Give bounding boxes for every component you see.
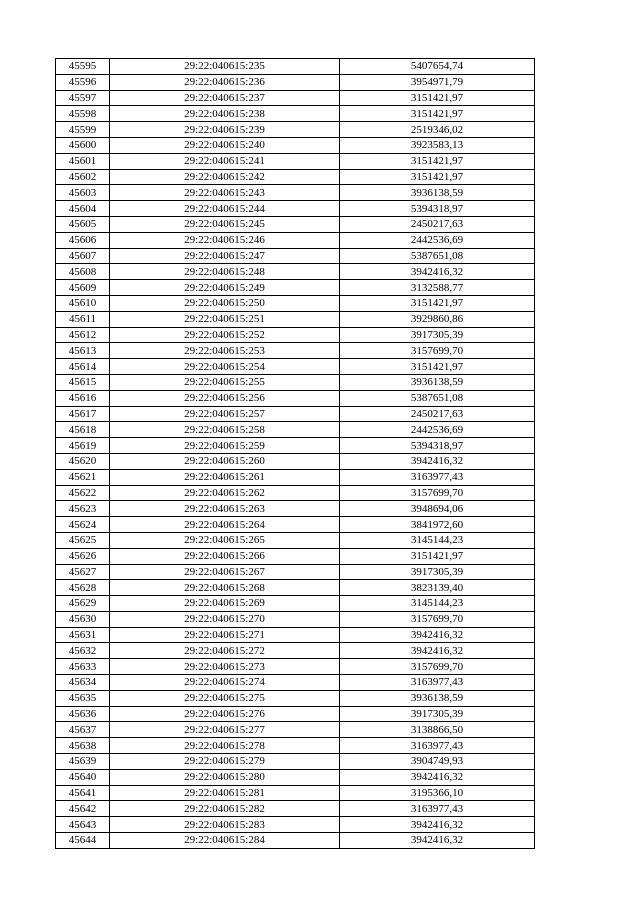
table-row [56, 469, 535, 485]
row-number-cell: 45631 [56, 627, 110, 643]
cadastral-number-cell: 29:22:040615:261 [110, 469, 340, 485]
row-number-cell: 45629 [56, 596, 110, 612]
table-row [56, 311, 535, 327]
table-row [56, 659, 535, 675]
row-number-cell: 45596 [56, 74, 110, 90]
table-row [56, 517, 535, 533]
table-row [56, 343, 535, 359]
table-row [56, 611, 535, 627]
cadastral-number-cell: 29:22:040615:237 [110, 90, 340, 106]
cadastral-value-cell: 3936138,59 [340, 374, 535, 390]
table-row [56, 754, 535, 770]
cadastral-value-cell: 3151421,97 [340, 153, 535, 169]
row-number-cell: 45619 [56, 438, 110, 454]
cadastral-number-cell: 29:22:040615:260 [110, 453, 340, 469]
cadastral-value-cell: 3138866,50 [340, 722, 535, 738]
cadastral-number-cell: 29:22:040615:273 [110, 659, 340, 675]
row-number-cell: 45608 [56, 264, 110, 280]
row-number-cell: 45601 [56, 153, 110, 169]
row-number-cell: 45598 [56, 106, 110, 122]
cadastral-number-cell: 29:22:040615:277 [110, 722, 340, 738]
cadastral-number-cell: 29:22:040615:265 [110, 532, 340, 548]
row-number-cell: 45623 [56, 501, 110, 517]
row-number-cell: 45625 [56, 532, 110, 548]
cadastral-value-cell: 3132588,77 [340, 280, 535, 296]
cadastral-value-cell: 2450217,63 [340, 216, 535, 232]
table-row [56, 153, 535, 169]
cadastral-number-cell: 29:22:040615:238 [110, 106, 340, 122]
row-number-cell: 45605 [56, 216, 110, 232]
cadastral-value-cell: 3195366,10 [340, 785, 535, 801]
table-row [56, 406, 535, 422]
cadastral-value-table [55, 58, 535, 849]
table-row [56, 833, 535, 849]
cadastral-value-cell: 5394318,97 [340, 438, 535, 454]
row-number-cell: 45636 [56, 706, 110, 722]
cadastral-number-cell: 29:22:040615:241 [110, 153, 340, 169]
table-row [56, 690, 535, 706]
row-number-cell: 45612 [56, 327, 110, 343]
table-row [56, 817, 535, 833]
row-number-cell: 45614 [56, 359, 110, 375]
row-number-cell: 45611 [56, 311, 110, 327]
cadastral-value-cell: 3841972,60 [340, 517, 535, 533]
table-row [56, 501, 535, 517]
table-row [56, 185, 535, 201]
table-row [56, 785, 535, 801]
row-number-cell: 45610 [56, 295, 110, 311]
cadastral-number-cell: 29:22:040615:275 [110, 690, 340, 706]
table-row [56, 295, 535, 311]
row-number-cell: 45628 [56, 580, 110, 596]
table-row [56, 643, 535, 659]
cadastral-value-cell: 3942416,32 [340, 453, 535, 469]
table-row [56, 706, 535, 722]
cadastral-number-cell: 29:22:040615:244 [110, 201, 340, 217]
cadastral-number-cell: 29:22:040615:251 [110, 311, 340, 327]
cadastral-value-cell: 3942416,32 [340, 264, 535, 280]
cadastral-number-cell: 29:22:040615:269 [110, 596, 340, 612]
table-row [56, 596, 535, 612]
cadastral-value-cell: 3917305,39 [340, 327, 535, 343]
table-row [56, 106, 535, 122]
cadastral-number-cell: 29:22:040615:245 [110, 216, 340, 232]
row-number-cell: 45600 [56, 137, 110, 153]
row-number-cell: 45635 [56, 690, 110, 706]
cadastral-value-cell: 3151421,97 [340, 548, 535, 564]
row-number-cell: 45599 [56, 122, 110, 138]
cadastral-value-cell: 2450217,63 [340, 406, 535, 422]
cadastral-number-cell: 29:22:040615:262 [110, 485, 340, 501]
row-number-cell: 45633 [56, 659, 110, 675]
cadastral-number-cell: 29:22:040615:250 [110, 295, 340, 311]
row-number-cell: 45616 [56, 390, 110, 406]
cadastral-number-cell: 29:22:040615:283 [110, 817, 340, 833]
cadastral-value-cell: 3936138,59 [340, 690, 535, 706]
document-page [55, 58, 534, 849]
cadastral-value-cell: 3151421,97 [340, 106, 535, 122]
cadastral-value-cell: 3151421,97 [340, 169, 535, 185]
cadastral-number-cell: 29:22:040615:247 [110, 248, 340, 264]
table-row [56, 359, 535, 375]
row-number-cell: 45604 [56, 201, 110, 217]
cadastral-number-cell: 29:22:040615:281 [110, 785, 340, 801]
table-row [56, 374, 535, 390]
table-row [56, 769, 535, 785]
row-number-cell: 45615 [56, 374, 110, 390]
cadastral-value-cell: 5394318,97 [340, 201, 535, 217]
cadastral-number-cell: 29:22:040615:254 [110, 359, 340, 375]
cadastral-value-cell: 5387651,08 [340, 390, 535, 406]
table-row [56, 137, 535, 153]
table-row [56, 264, 535, 280]
table-row [56, 216, 535, 232]
table-row [56, 280, 535, 296]
cadastral-value-cell: 3163977,43 [340, 469, 535, 485]
table-row [56, 548, 535, 564]
cadastral-value-cell: 3936138,59 [340, 185, 535, 201]
cadastral-value-cell: 3151421,97 [340, 90, 535, 106]
table-row [56, 564, 535, 580]
row-number-cell: 45630 [56, 611, 110, 627]
cadastral-value-cell: 3923583,13 [340, 137, 535, 153]
cadastral-value-cell: 3942416,32 [340, 627, 535, 643]
row-number-cell: 45602 [56, 169, 110, 185]
cadastral-number-cell: 29:22:040615:246 [110, 232, 340, 248]
cadastral-number-cell: 29:22:040615:248 [110, 264, 340, 280]
cadastral-number-cell: 29:22:040615:255 [110, 374, 340, 390]
row-number-cell: 45644 [56, 833, 110, 849]
row-number-cell: 45624 [56, 517, 110, 533]
row-number-cell: 45603 [56, 185, 110, 201]
cadastral-number-cell: 29:22:040615:278 [110, 738, 340, 754]
cadastral-number-cell: 29:22:040615:249 [110, 280, 340, 296]
table-row [56, 675, 535, 691]
cadastral-value-cell: 3917305,39 [340, 706, 535, 722]
table-row [56, 122, 535, 138]
cadastral-value-cell: 3151421,97 [340, 359, 535, 375]
cadastral-number-cell: 29:22:040615:284 [110, 833, 340, 849]
row-number-cell: 45597 [56, 90, 110, 106]
cadastral-number-cell: 29:22:040615:258 [110, 422, 340, 438]
cadastral-number-cell: 29:22:040615:267 [110, 564, 340, 580]
row-number-cell: 45613 [56, 343, 110, 359]
cadastral-value-cell: 3942416,32 [340, 817, 535, 833]
row-number-cell: 45637 [56, 722, 110, 738]
row-number-cell: 45642 [56, 801, 110, 817]
cadastral-value-cell: 3942416,32 [340, 643, 535, 659]
cadastral-number-cell: 29:22:040615:240 [110, 137, 340, 153]
row-number-cell: 45620 [56, 453, 110, 469]
cadastral-value-cell: 3145144,23 [340, 532, 535, 548]
cadastral-value-cell: 3917305,39 [340, 564, 535, 580]
cadastral-value-cell: 5407654,74 [340, 59, 535, 75]
table-row [56, 422, 535, 438]
cadastral-number-cell: 29:22:040615:235 [110, 59, 340, 75]
cadastral-value-cell: 3929860,86 [340, 311, 535, 327]
cadastral-number-cell: 29:22:040615:252 [110, 327, 340, 343]
cadastral-number-cell: 29:22:040615:239 [110, 122, 340, 138]
cadastral-number-cell: 29:22:040615:257 [110, 406, 340, 422]
cadastral-value-cell: 2442536,69 [340, 232, 535, 248]
cadastral-value-cell: 3823139,40 [340, 580, 535, 596]
table-row [56, 485, 535, 501]
cadastral-number-cell: 29:22:040615:274 [110, 675, 340, 691]
table-body [56, 59, 535, 849]
table-row [56, 74, 535, 90]
cadastral-value-cell: 2519346,02 [340, 122, 535, 138]
table-row [56, 627, 535, 643]
cadastral-value-cell: 3904749,93 [340, 754, 535, 770]
cadastral-value-cell: 3954971,79 [340, 74, 535, 90]
table-row [56, 232, 535, 248]
cadastral-value-cell: 5387651,08 [340, 248, 535, 264]
cadastral-number-cell: 29:22:040615:253 [110, 343, 340, 359]
row-number-cell: 45643 [56, 817, 110, 833]
table-row [56, 59, 535, 75]
table-row [56, 327, 535, 343]
cadastral-number-cell: 29:22:040615:236 [110, 74, 340, 90]
cadastral-number-cell: 29:22:040615:270 [110, 611, 340, 627]
row-number-cell: 45632 [56, 643, 110, 659]
cadastral-number-cell: 29:22:040615:264 [110, 517, 340, 533]
row-number-cell: 45609 [56, 280, 110, 296]
cadastral-value-cell: 3157699,70 [340, 659, 535, 675]
cadastral-number-cell: 29:22:040615:243 [110, 185, 340, 201]
cadastral-value-cell: 3157699,70 [340, 343, 535, 359]
cadastral-number-cell: 29:22:040615:259 [110, 438, 340, 454]
cadastral-number-cell: 29:22:040615:272 [110, 643, 340, 659]
row-number-cell: 45618 [56, 422, 110, 438]
cadastral-number-cell: 29:22:040615:256 [110, 390, 340, 406]
cadastral-value-cell: 3942416,32 [340, 769, 535, 785]
table-row [56, 248, 535, 264]
row-number-cell: 45607 [56, 248, 110, 264]
table-row [56, 438, 535, 454]
row-number-cell: 45617 [56, 406, 110, 422]
row-number-cell: 45621 [56, 469, 110, 485]
row-number-cell: 45638 [56, 738, 110, 754]
cadastral-number-cell: 29:22:040615:268 [110, 580, 340, 596]
row-number-cell: 45622 [56, 485, 110, 501]
table-row [56, 390, 535, 406]
cadastral-value-cell: 3942416,32 [340, 833, 535, 849]
cadastral-value-cell: 3163977,43 [340, 738, 535, 754]
cadastral-value-cell: 3157699,70 [340, 485, 535, 501]
row-number-cell: 45626 [56, 548, 110, 564]
cadastral-value-cell: 3145144,23 [340, 596, 535, 612]
cadastral-value-cell: 3163977,43 [340, 675, 535, 691]
cadastral-number-cell: 29:22:040615:279 [110, 754, 340, 770]
cadastral-value-cell: 3157699,70 [340, 611, 535, 627]
table-row [56, 90, 535, 106]
row-number-cell: 45640 [56, 769, 110, 785]
row-number-cell: 45641 [56, 785, 110, 801]
cadastral-number-cell: 29:22:040615:242 [110, 169, 340, 185]
cadastral-number-cell: 29:22:040615:276 [110, 706, 340, 722]
row-number-cell: 45634 [56, 675, 110, 691]
table-row [56, 532, 535, 548]
cadastral-value-cell: 3151421,97 [340, 295, 535, 311]
cadastral-value-cell: 3948694,06 [340, 501, 535, 517]
cadastral-number-cell: 29:22:040615:263 [110, 501, 340, 517]
table-row [56, 738, 535, 754]
cadastral-value-cell: 3163977,43 [340, 801, 535, 817]
row-number-cell: 45595 [56, 59, 110, 75]
cadastral-number-cell: 29:22:040615:280 [110, 769, 340, 785]
row-number-cell: 45627 [56, 564, 110, 580]
table-row [56, 201, 535, 217]
table-row [56, 801, 535, 817]
row-number-cell: 45606 [56, 232, 110, 248]
cadastral-number-cell: 29:22:040615:266 [110, 548, 340, 564]
row-number-cell: 45639 [56, 754, 110, 770]
cadastral-number-cell: 29:22:040615:271 [110, 627, 340, 643]
table-row [56, 722, 535, 738]
table-row [56, 580, 535, 596]
cadastral-number-cell: 29:22:040615:282 [110, 801, 340, 817]
table-row [56, 453, 535, 469]
table-row [56, 169, 535, 185]
cadastral-value-cell: 2442536,69 [340, 422, 535, 438]
